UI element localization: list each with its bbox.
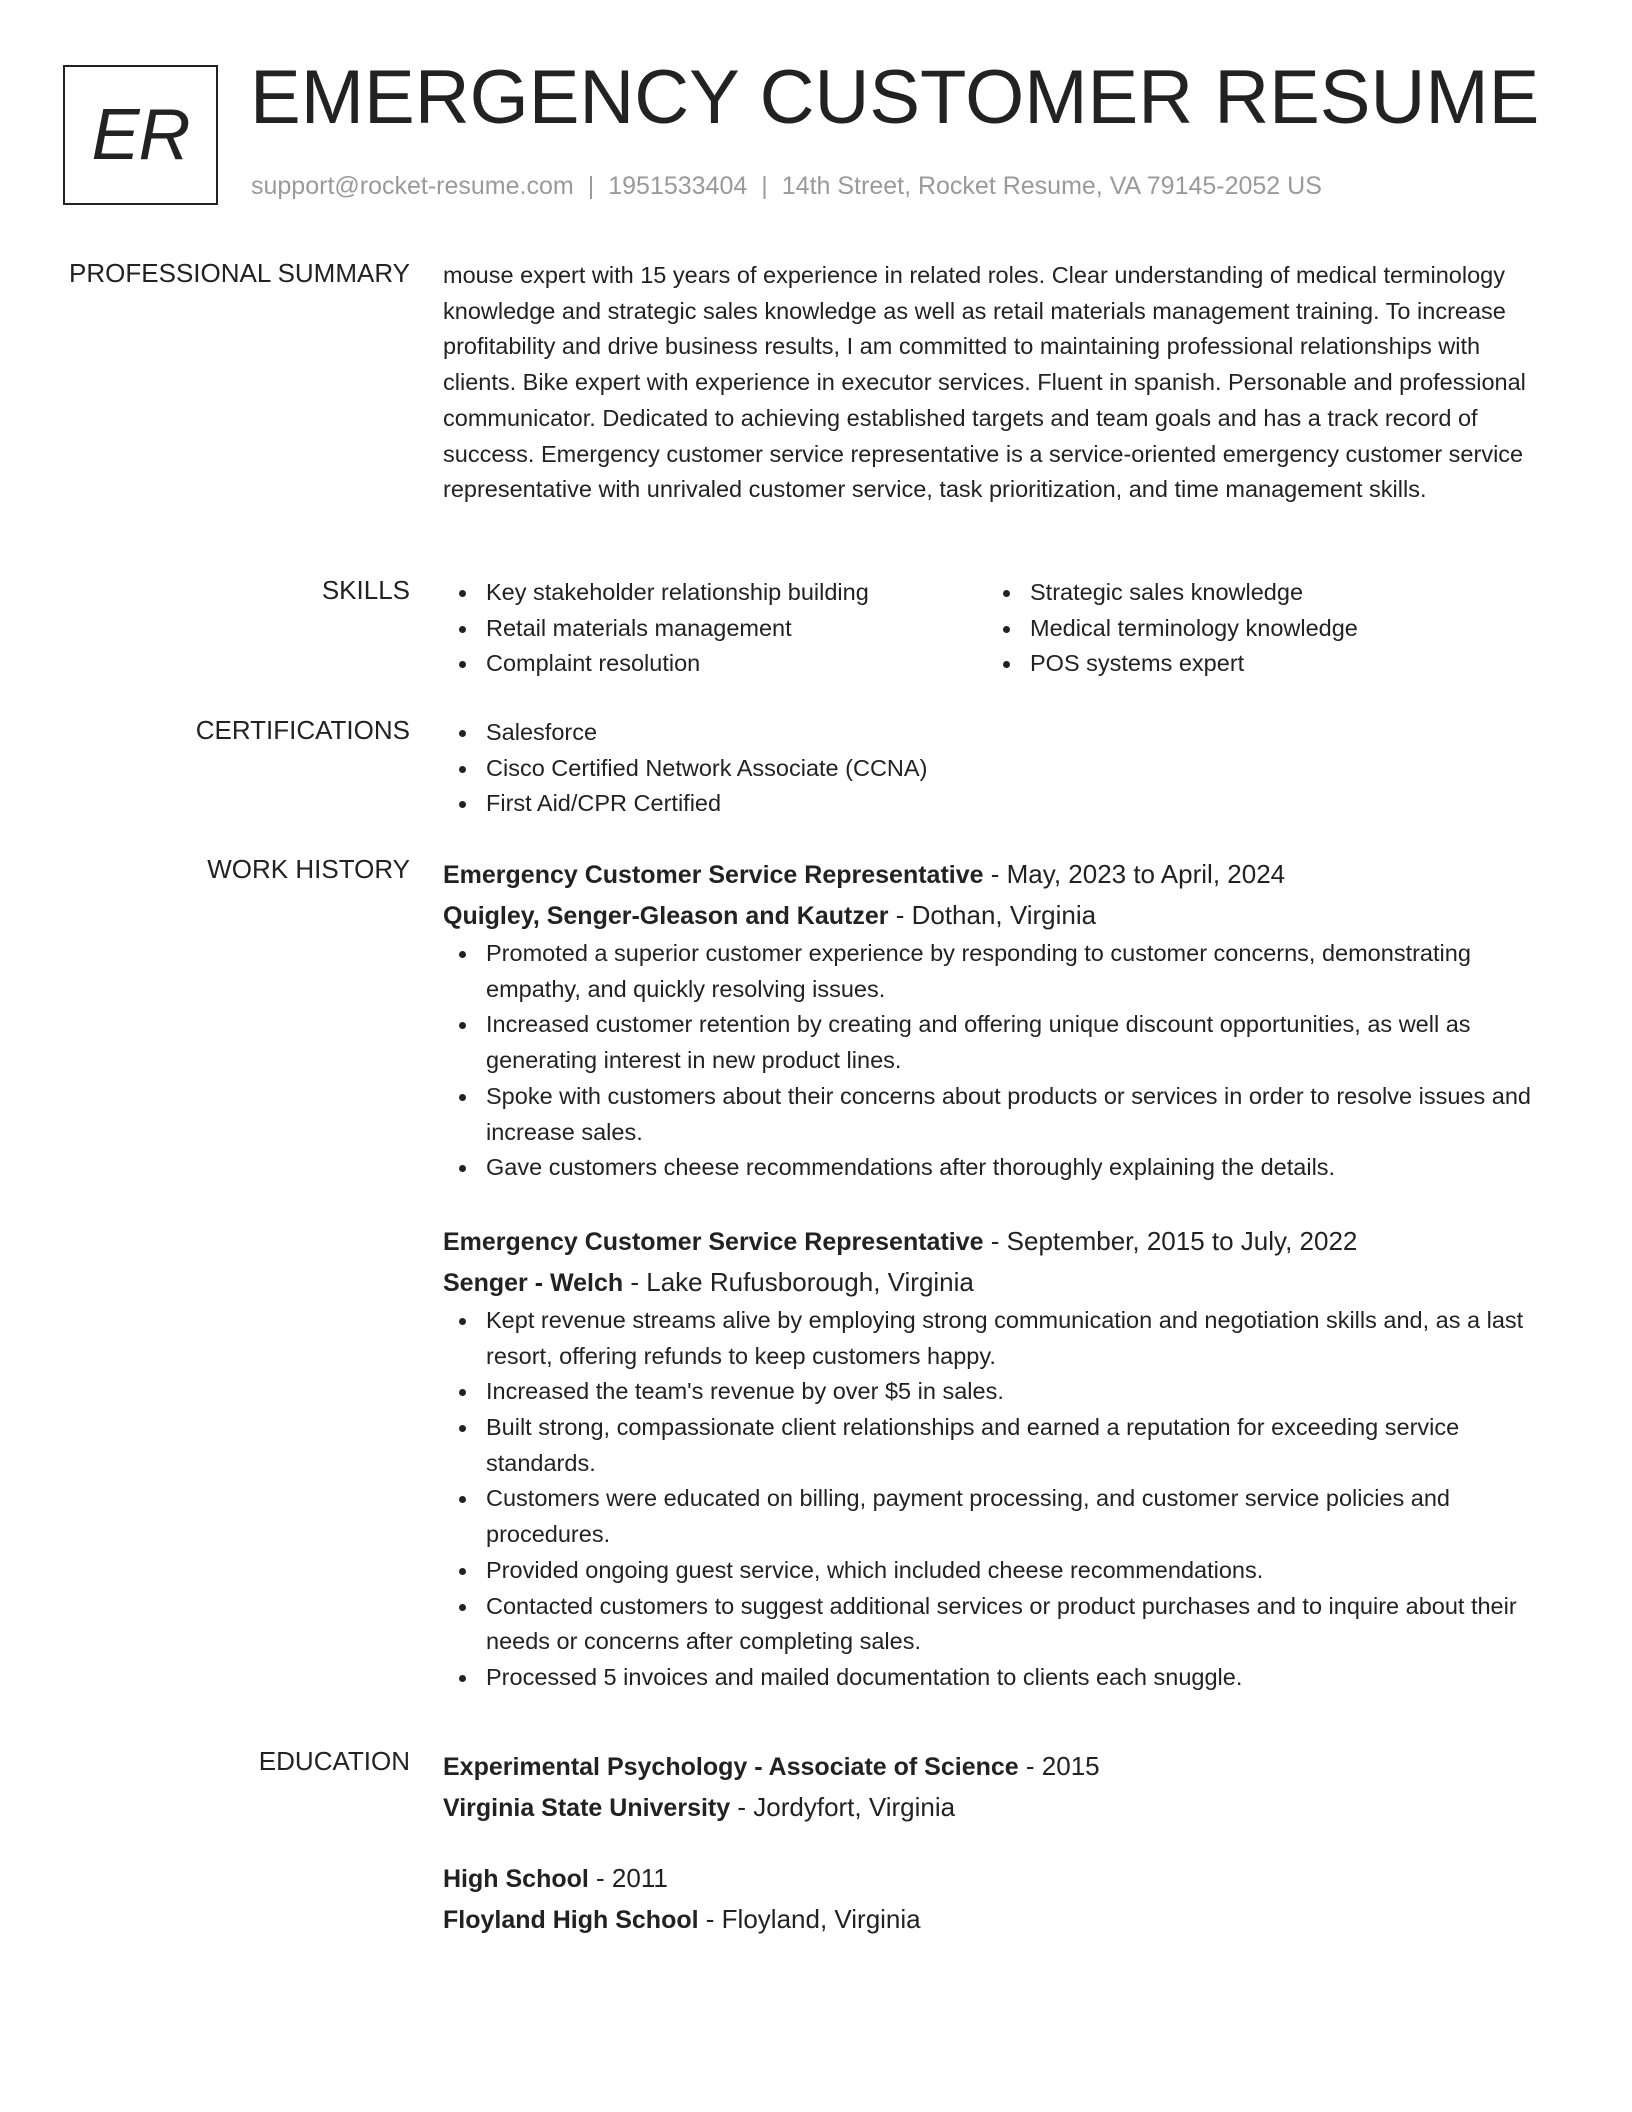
job-title-line <box>443 1221 1543 1262</box>
education-year: - 2011 <box>588 1863 668 1893</box>
summary-text: mouse expert with 15 years of experience in related roles. Clear understanding of medical terminology knowledge and strategic sales knowledge as well as retail materials management training. To increase profitability and drive business results, I am committed to maintaining professional relationships with clients. Bike expert with experience in executor services. Fluent in spanish. Personable and professional communicator. Dedicated to achieving established targets and team goals and has a track record of success. Emergency customer service representative is a service-oriented emergency customer service representative with unrivaled customer service, task prioritization, and time management skills. <box>443 262 1526 503</box>
education-school: Floyland High School <box>443 1906 699 1934</box>
skill-item: Strategic sales knowledge <box>987 575 1531 611</box>
job-company: Senger - Welch <box>443 1268 624 1297</box>
job-title: Emergency Customer Service Representative <box>443 861 984 889</box>
job-dates: - September, 2015 to July, 2022 <box>983 1225 1358 1256</box>
education-school-line <box>443 1899 1543 1940</box>
skills-grid <box>443 575 1543 682</box>
monogram-initials: ER <box>91 95 190 175</box>
contact-address: 14th Street, Rocket Resume, VA 79145-2052 US <box>781 172 1322 200</box>
education-year: - 2015 <box>1018 1751 1100 1781</box>
job-dates: - May, 2023 to April, 2024 <box>983 859 1286 889</box>
section-label-education: EDUCATION <box>258 1746 410 1776</box>
skills-body <box>443 575 1543 682</box>
certifications-body <box>443 715 1543 822</box>
resume-name: EMERGENCY CUSTOMER RESUME <box>250 55 1540 140</box>
job-entry <box>443 854 1543 1186</box>
education-entry <box>443 1858 1543 1940</box>
job-bullet: Provided ongoing guest service, which included cheese recommendations. <box>443 1553 1543 1589</box>
skill-item: Medical terminology knowledge <box>987 611 1531 647</box>
education-entry <box>443 1746 1543 1828</box>
job-bullet-list <box>443 1303 1543 1696</box>
monogram-box <box>63 65 218 205</box>
certifications-list <box>443 715 1543 822</box>
skill-item: Key stakeholder relationship building <box>443 575 987 611</box>
contact-separator: | <box>587 172 595 200</box>
section-label-summary: PROFESSIONAL SUMMARY <box>69 258 410 288</box>
job-location: - Lake Rufusborough, Virginia <box>623 1266 974 1297</box>
work-body <box>443 854 1543 1731</box>
contact-separator: | <box>761 172 768 200</box>
skills-list-right <box>987 575 1531 682</box>
section-label-work: WORK HISTORY <box>207 854 410 884</box>
contact-phone: 1951533404 <box>608 172 748 200</box>
skills-list-left <box>443 575 987 682</box>
job-bullet: Gave customers cheese recommendations after thoroughly explaining the details. <box>443 1150 1543 1186</box>
education-location: - Floyland, Virginia <box>698 1904 921 1934</box>
job-company-line <box>443 1262 1543 1303</box>
skill-item: Complaint resolution <box>443 646 987 682</box>
job-title-line <box>443 854 1543 895</box>
job-bullet-list <box>443 936 1543 1186</box>
job-bullet: Increased the team's revenue by over $5 in sales. <box>443 1374 1543 1410</box>
job-entry <box>443 1221 1543 1696</box>
contact-email: support@rocket-resume.com <box>251 172 574 200</box>
job-bullet: Contacted customers to suggest additional services or product purchases and to inquire about their needs or concerns after completing sales. <box>443 1589 1543 1660</box>
summary-body <box>443 258 1543 508</box>
skill-item: POS systems expert <box>987 646 1531 682</box>
certification-item: Salesforce <box>443 715 1543 751</box>
education-school: Virginia State University <box>443 1794 731 1822</box>
education-degree: High School <box>443 1865 589 1893</box>
education-body <box>443 1746 1543 1970</box>
contact-line <box>251 172 1322 201</box>
job-bullet: Kept revenue streams alive by employing strong communication and negotiation skills and, as a last resort, offering refunds to keep customers happy. <box>443 1303 1543 1374</box>
education-degree: Experimental Psychology - Associate of Science <box>443 1753 1019 1781</box>
certification-item: Cisco Certified Network Associate (CCNA) <box>443 751 1543 787</box>
education-location: - Jordyfort, Virginia <box>730 1792 956 1822</box>
section-label-certifications: CERTIFICATIONS <box>195 715 410 745</box>
job-title: Emergency Customer Service Representative <box>443 1227 984 1256</box>
skill-item: Retail materials management <box>443 611 987 647</box>
job-company: Quigley, Senger-Gleason and Kautzer <box>443 902 889 930</box>
job-bullet: Customers were educated on billing, payment processing, and customer service policies and procedures. <box>443 1481 1543 1552</box>
job-bullet: Processed 5 invoices and mailed documentation to clients each snuggle. <box>443 1660 1543 1696</box>
job-bullet: Spoke with customers about their concerns about products or services in order to resolve issues and increase sales. <box>443 1079 1543 1150</box>
section-label-skills: SKILLS <box>321 575 410 605</box>
education-degree-line <box>443 1858 1543 1899</box>
job-bullet: Promoted a superior customer experience by responding to customer concerns, demonstrating empathy, and quickly resolving issues. <box>443 936 1543 1007</box>
job-bullet: Built strong, compassionate client relationships and earned a reputation for exceeding service standards. <box>443 1410 1543 1481</box>
certification-item: First Aid/CPR Certified <box>443 786 1543 822</box>
education-degree-line <box>443 1746 1543 1787</box>
education-school-line <box>443 1787 1543 1828</box>
job-location: - Dothan, Virginia <box>888 900 1097 930</box>
job-company-line <box>443 895 1543 936</box>
job-bullet: Increased customer retention by creating and offering unique discount opportunities, as well as generating interest in new product lines. <box>443 1007 1543 1078</box>
